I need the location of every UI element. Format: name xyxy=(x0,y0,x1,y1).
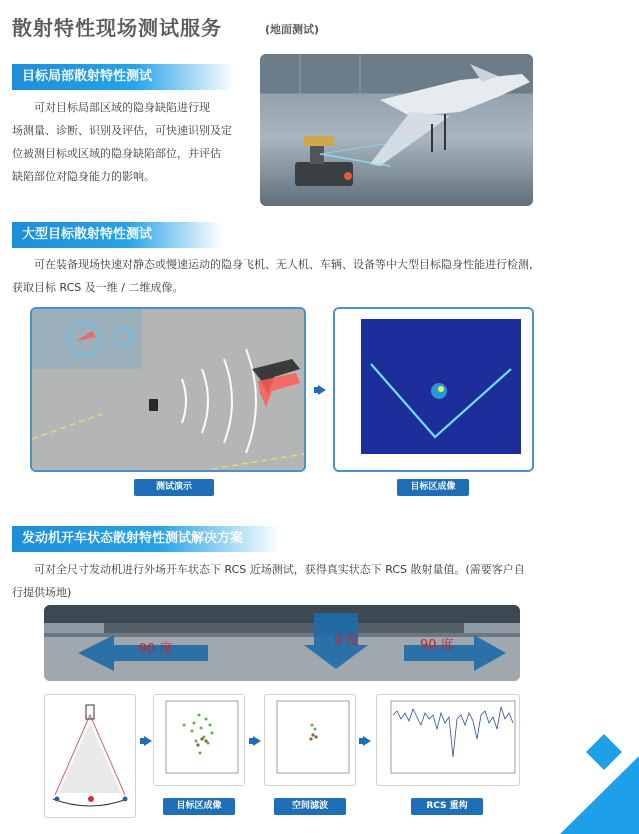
section1-line-4: 缺陷部位对隐身能力的影响。 xyxy=(12,170,155,183)
arrow-1 xyxy=(140,736,152,746)
arrow-demo-to-image xyxy=(314,385,326,395)
plot-rcs-reconstruction xyxy=(376,694,520,786)
angle-label-90: 90 度 xyxy=(420,638,454,653)
arrow-3 xyxy=(359,736,371,746)
caption-test-demo: 测试演示 xyxy=(134,479,214,496)
page-title: 散射特性现场测试服务 xyxy=(12,16,222,40)
hangar-photo xyxy=(260,54,533,206)
section1-line-3: 位被测目标或区域的隐身缺陷部位，并评估 xyxy=(12,147,221,160)
test-geometry-diagram xyxy=(44,694,136,818)
section3-heading: 发动机开车状态散射特性测试解决方案 xyxy=(12,526,280,552)
section2-line-1: 可在装备现场快速对静态或慢速运动的隐身飞机、无人机、车辆、设备等中大型目标隐身性能进行检测， xyxy=(34,258,540,271)
plot-spatial-filtering xyxy=(264,694,356,786)
section2-text xyxy=(12,253,632,299)
section2-line-2: 获取目标 RCS 及一维 / 二维成像。 xyxy=(12,281,184,294)
section1-text xyxy=(12,96,250,188)
section3-text xyxy=(12,558,632,604)
test-demo-image xyxy=(30,307,306,472)
section2-heading: 大型目标散射特性测试 xyxy=(12,222,222,248)
arrow-2 xyxy=(249,736,261,746)
section3-line-2: 行提供场地) xyxy=(12,586,72,599)
target-imaging-plot xyxy=(333,307,534,472)
section1-heading: 目标局部散射特性测试 xyxy=(12,64,234,90)
page-subtitle: (地面测试) xyxy=(265,23,320,36)
caption-spatial-filtering: 空间滤波 xyxy=(274,798,346,815)
angle-label-neg90: -90 度 xyxy=(134,642,173,657)
caption-target-imaging-2: 目标区成像 xyxy=(163,798,235,815)
caption-rcs-reconstruction: RCS 重构 xyxy=(411,798,483,815)
angle-label-0: 0 度 xyxy=(334,633,360,648)
section1-line-1: 可对目标局部区域的隐身缺陷进行现 xyxy=(34,101,210,114)
section3-line-1: 可对全尺寸发动机进行外场开车状态下 RCS 近场测试，获得真实状态下 RCS 散射量值。(需要客户自 xyxy=(34,563,525,576)
caption-target-imaging: 目标区成像 xyxy=(397,479,469,496)
section1-line-2: 场测量、诊断、识别及评估，可快速识别及定 xyxy=(12,124,232,137)
plot-target-imaging xyxy=(153,694,245,786)
